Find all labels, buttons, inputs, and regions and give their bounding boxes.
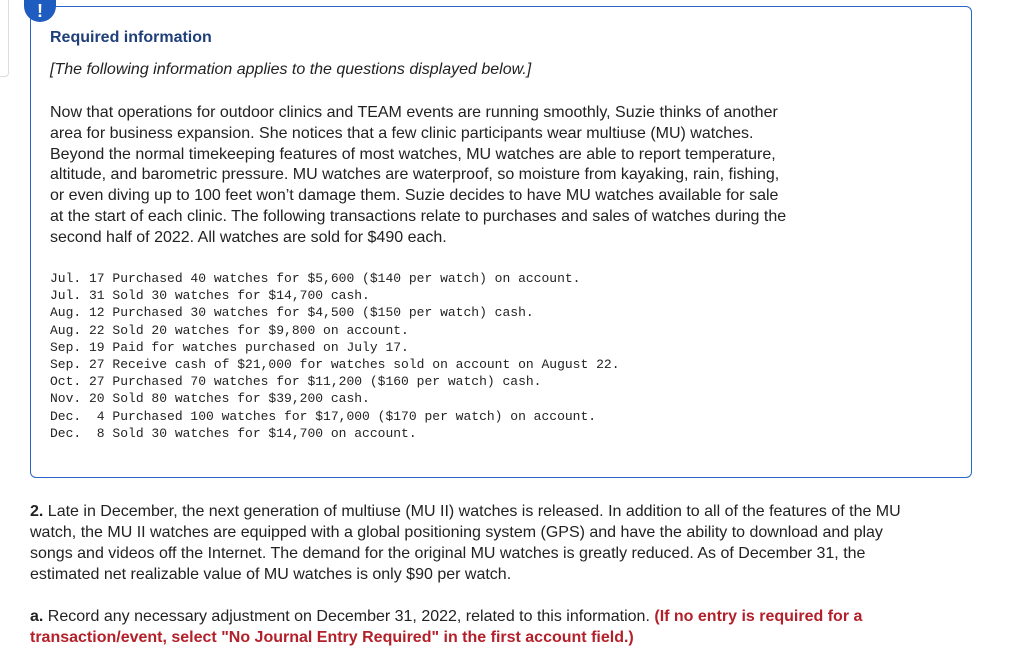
- transaction-item: Dec. 8 Sold 30 watches for $14,700 on account.: [50, 425, 417, 441]
- intro-line: area for business expansion. She notices that a few clinic participants wear multiuse (MU) watches.: [50, 124, 754, 142]
- part-a-instruction-cont: transaction/event, select "No Journal Entry Required" in the first account field.): [30, 629, 634, 646]
- question-2-line-1: [30, 501, 1020, 522]
- transaction-item: Aug. 22 Sold 20 watches for $9,800 on account.: [50, 322, 409, 338]
- transaction-list: [50, 270, 620, 442]
- question-2: [30, 501, 1020, 585]
- intro-line: Now that operations for outdoor clinics and TEAM events are running smoothly, Suzie thinks of another: [50, 104, 778, 121]
- left-panel-edge: [0, 0, 9, 77]
- transaction-item: Jul. 17 Purchased 40 watches for $5,600 ($140 per watch) on account.: [50, 271, 581, 286]
- intro-line: altitude, and barometric pressure. MU watches are waterproof, so moisture from kayaking, rain, fishing,: [50, 166, 780, 184]
- part-a-question: [30, 606, 1020, 648]
- question-2-line: songs and videos off the Internet. The demand for the original MU watches is greatly reduced. As of December 31, the: [30, 545, 866, 562]
- intro-line: at the start of each clinic. The following transactions relate to purchases and sales of watches during the: [50, 207, 787, 225]
- transaction-item: Sep. 27 Receive cash of $21,000 for watches sold on account on August 22.: [50, 357, 620, 373]
- intro-line: Beyond the normal timekeeping features of most watches, MU watches are able to report temperature,: [50, 145, 776, 163]
- transaction-item: Dec. 4 Purchased 100 watches for $17,000 ($170 per watch) on account.: [50, 408, 597, 424]
- transaction-item: Aug. 12 Purchased 30 watches for $4,500 ($150 per watch) cash.: [50, 305, 534, 321]
- intro-line: second half of 2022. All watches are sold for $490 each.: [50, 228, 447, 246]
- part-a-label: a.: [30, 608, 44, 625]
- part-a-text: Record any necessary adjustment on December 31, 2022, related to this information.: [47, 608, 650, 625]
- question-2-text: Late in December, the next generation of multiuse (MU II) watches is released. In addition to all of the features of the MU: [47, 503, 901, 520]
- transaction-item: Oct. 27 Purchased 70 watches for $11,200 ($160 per watch) cash.: [50, 374, 542, 390]
- info-title: Required information: [50, 29, 212, 46]
- question-2-line: estimated net realizable value of MU watches is only $90 per watch.: [30, 566, 512, 583]
- question-2-line: watch, the MU II watches are equipped with a global positioning system (GPS) and have the ability to download and play: [30, 524, 883, 541]
- intro-line: or even diving up to 100 feet won’t damage them. Suzie decides to have MU watches available for sale: [50, 187, 779, 205]
- transaction-item: Sep. 19 Paid for watches purchased on July 17.: [50, 339, 409, 355]
- alert-icon: !: [24, 0, 56, 22]
- part-a-line-1: [30, 606, 1020, 627]
- transaction-item: Jul. 31 Sold 30 watches for $14,700 cash.: [50, 288, 370, 304]
- info-note: [The following information applies to the questions displayed below.]: [50, 61, 532, 78]
- intro-paragraph: [50, 103, 910, 249]
- transaction-item: Nov. 20 Sold 80 watches for $39,200 cash.: [50, 391, 370, 407]
- part-a-instruction: (If no entry is required for a: [654, 608, 863, 625]
- question-2-number: 2.: [30, 503, 44, 520]
